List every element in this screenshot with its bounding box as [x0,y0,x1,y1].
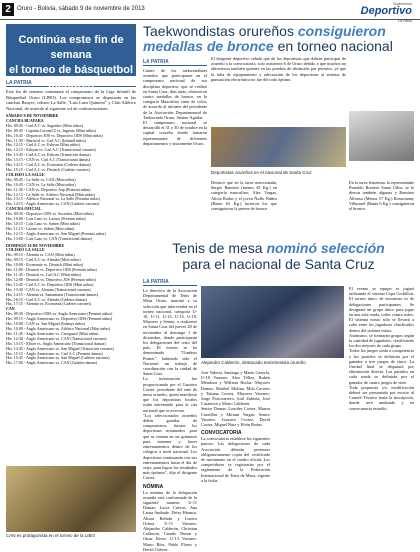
schedule-entry: Hrs. 11:30 - CAN vs. Deportivo Aap (Premini niñas) [6,186,91,192]
schedule-venue: CANCHA OFICIAL [6,206,42,212]
sat-list [6,124,136,173]
schedule-entry: Hrs. 12:15 - La Salle vs. Atlético Nacional (Mini niñas) [6,191,95,197]
schedule-entry: Hrs. 14:15 - Carl A.C vs. Economía (Cadetes damas) [6,162,91,168]
schedule-entry: Hrs. 12:15 - Carl A.C vs. Esbyan (Mini niños) [6,142,80,148]
article-paragraph: Senior Damas: Lourdes Cortez, Marisa Castellón y Miriam Vargas. Senior Varones: Gustavo Cortez, David Cortez, Miguel Ruiz y Efrén Rodas. [201,406,270,428]
schedule-entry: Hrs. 14:15 - Alemán vs. Santamaría (Transicional damas) [6,291,98,297]
headline-text: en torneo nacional [273,38,393,54]
photo-caption: CAN es protagonista en el torneo de la LIBO [6,533,96,538]
schedule-entry: Hrs. 09:15 - Anglo Americano vs. Deportivo ODS (Premini niñas) [6,316,113,322]
schedule-venue: CANCHA BUAYARA [6,117,44,123]
section-subhead: NÓMINA [143,483,164,490]
schedule-entry: Hrs. 12:00 - Deutsch vs. Deportivo JOS (Premini niños) [6,276,96,282]
article-paragraph: Cuatro de los taekwondistas orureños que participaron en el campeonato nacional de esa disciplina deportiva, que se realizó en Santa Cruz, días atrás, obtuvieron cuatro medallas de bronce, en la categoría Masculino cinta de color, de acuerdo al informe del presidente de la Asociación Departamental de Taekwondo Oruro, Steiner Aguilar. [143,68,207,120]
article-paragraph: José Valeria, Santiago y Mario Cazorla, U-18 Varones: Alex Téllez, Rubén Mendoza y William Rocha. Mayores Damas: Maribel Molina, Mila Caceres y Tatiana Correa, Mayores Varones: Jorge Portocarrero, José Zubieta, José Casanova y Mario Calderón. [201,370,270,407]
headline-highlight: medallas de bronce [143,38,274,54]
article-paragraph: Asimismo, se formarán grupos según la cantidad de jugadores, clasificando los dos mejores de cada grupo. [349,332,414,349]
logo-sup: Suplemento [393,2,412,6]
article-paragraph: Destacó que en la tarea mencionada, Sergio Ramírez (menos 45 Kg.) en categoría masculino; Alex Vargas, Alicia Rodas y el joven Ñuflo Núñez (Banta 63 Kg.) lucieron los que consiguieron la presea de bronce. [211,180,277,212]
schedule-entry: Hrs. 12:15 - Esbyan vs. Carl A.C (Transicional varones) [6,147,96,153]
schedule-entry: Hrs. 10:00 - Luis Lazo vs. Lazaro (Premini niñas) [6,216,86,222]
schedule-entry: Hrs. 10:15 - Luis Lazo vs. Saben (Mini niños) [6,220,80,226]
article-paragraph: En la tarea femenina, la representante Ronaldo Romero Santa Ulloa, se le dieron también algunas y Ramírez Alfonso (Menos 57 Kg.) Rossomany Villarruel (Banta 6 Kg.) consiguieron el bronce. [349,180,414,212]
schedule-entry: Hrs. 13:30 - CAN vs. Alemán (Transicional varones) [6,286,91,292]
sun-list [6,253,136,307]
article-paragraph: Todos los juegos serán a competencia y los partidos se definirán por el ganador a tres juegos de cinco. La Unidad final se disputará por eliminación directa. Los partidos en cada ronda se definirán por el ganador de cuatro juegos de siete. [349,348,414,385]
logo-sub: La Patria [397,19,412,23]
coliseo-list [6,178,136,207]
article-paragraph: La información fue proporcionada por el Gustavo Cortez, presidente del ente de mesa orureño, quien manifestó que los deportistas locales están entrenando para la cita nacional que se avecina. [143,376,197,413]
schedule-entry: Hrs. 16:15 - Carl A.C vs. Alemán (Cadetes damas) [6,296,87,302]
schedule-entry: Hrs. 13:15 - Elixer vs. Anglo Americano (Transicional damas) [6,340,106,346]
headline-line-1: Continúa este fin de semana [18,34,124,61]
source-tag: LA PATRIA [6,80,136,87]
article-paragraph: La nómina de la delegación orureña está conformada de la siguiente manera: U-11 Damas: Lucia Cuevas, Ana Laura Andrade, Deisy Huanca, Alison Beltrán y Lucero Ochoa. U-11 Varones: Alejandro Calderón, Christian Calderón, Camilo Duran y Omar Rivas. U-13 Varones: Mario Ríos, Pablo Flores y David Chávez. [143,489,197,552]
headline-highlight: consiguieron [297,23,386,39]
taekwondo-headline [143,24,414,54]
basketball-article [6,24,136,542]
article-paragraph: El campeonato nacional se desarrolló el 31 y 30 de octubre en la capital cruceña donde tomaron representantes de diferentes departamentos y únicamente Oruro. [143,120,207,146]
schedule-entry: Hrs. 14:15 - Anglo Americano vs. CAN (Cadetes varones) [6,201,100,207]
supplement-logo [361,2,412,23]
schedule-entry: Hrs. 13:45 - Carl A.C vs. Esbyan (Transición damas) [6,152,91,158]
schedule-entry: Hrs. 10:00 - Anglo Americano vs. Atlético Nacional (Mini niñas) [6,325,111,331]
article-intro: Este fin de semana continuará el campeonato de la Liga Infantil de Básquetbol Oruro (LIBO). Los compromisos se disputarán en las canchas Bauyre, coliseo La Salle, "Luis Lazo Quintero" y Club Atlético Nacional, de acuerdo al siguiente rol de confrontaciones: [6,89,136,111]
schedule [6,114,136,366]
schedule-entry: Hrs. 09:45 - Capitán Coronel Z vs. Ingenio (Mini niños) [6,127,96,133]
table-tennis-headline [143,240,414,272]
article-paragraph: Toda propuesta y/o modificación deberá ser presentada por escrito al Comité Técnico hasta la inscripción, donde será analizado y en consecuencia resuelto. [349,384,414,411]
source-tag: LA PATRIA [143,279,197,286]
section-subhead: CONVOCATORIA [201,430,242,437]
dateline: Oruro - Bolivia, sábado 9 de noviembre de 2013 [17,6,145,12]
schedule-entry: Hrs. 13:15 - CAN vs. Carl A.C (Transicional damas) [6,157,91,163]
schedule-entry: Hrs. 10:45 - Deportivo JOS vs. Deportivo ODS (Mini niñas) [6,132,103,138]
taekwondo-body [143,56,414,236]
schedule-entry: Hrs. 17:00 - Anglo Americano vs. CAN (Cadetes damas) [6,360,98,366]
schedule-entry: Hrs. 09:30 - Deportivo ODS vs. Anglo Americano (Premini niños) [6,311,113,317]
schedule-entry: Hrs. 10:00 - CAN vs. San Miguel (Infanys niños) [6,321,86,327]
article-paragraph: El evento se equipo es jugará utilizando el sistema Copa Corbillon. El torneo único de encuentro es de delegaciones participantes. Se designará un grupo único para jugar en una sola ronda, todos contra todos. El sistema mixto sólo se llevará a cabo entre los jugadores clasificados dentro del sistema mixto. [349,286,414,333]
schedule-entry: Hrs. 09:15 - Carl A.C vs. Alemán (Mini niños) [6,257,81,263]
schedule-entry: Hrs. 11:45 - Anglo Americano vs. Caseguaol (Mini niñas) [6,330,99,336]
schedule-entry: Hrs. 10:00 - Economía vs. Deutsch (Mini niños) [6,262,84,268]
schedule-entry: Hrs. 09:15 - Alemán vs. CAN (Mini niñas) [6,252,75,258]
schedule-entry: Hrs. 11:45 - Deutsch vs. Carl A.C (Mini niñas) [6,272,81,277]
taekwondo-photo-secondary [211,127,346,167]
schedule-entry: Hrs. 15:45 - Anglo Americano vs. San Miguel (Cadetes varones) [6,355,110,361]
schedule-day-title: DOMINGO 10 DE NOVIEMBRE [6,242,65,248]
schedule-day-title: SÁBADO 9 DE NOVIEMBRE [6,113,59,118]
page-number: 2 [2,3,14,16]
table-tennis-body [143,276,414,552]
article-paragraph: La convocatoria establece los siguientes puntos: Las delegaciones de cada Asociación deberán presentar obligatoriamente copia del certificado de nacimiento en el cuadro oficial. Los competidores se registrarán por el reglamento de la Federación Internacional de Tenis de Mesa, vigente a la fecha. [201,436,270,483]
sports-articles [143,23,414,552]
schedule-entry: Hrs. 09:45 - Carl A.C vs. Sagrados (Mini niños) [6,122,83,128]
schedule-entry: Hrs. 09:30 - Deportivo ODS vs. Sacrados (Mini niños) [6,211,94,217]
article-paragraph: El dirigente deportivo señaló que de los deportistas que debían participar de acuerdo a la convocatoria, solo asistieron 6 de Oruro debido a que muchos no obtuvieron también quienes en las pruebas de distinción por permiso, ya que la falta de equipamiento y adecuación de los deportistas al sistema de puntuación electrónica no fue del todo óptimo. [211,56,346,82]
photo-caption: Alejandro Calderón, destacado tenismesista orureño [201,360,306,365]
headline-highlight: nominó selección [266,240,385,256]
headline-line-2: el torneo de básquetbol menores [8,64,134,91]
schedule-entry: Hrs. 17:15 - Alemán vs. Economía (Cadetes varones) [6,301,92,307]
headline-text: para el nacional de Santa Cruz [182,256,375,272]
page-header [0,0,420,23]
schedule-venue: COLISEO LA SALLE [6,247,45,253]
schedule-entry: Hrs. 12:30 - Anglo Americano vs. CAN (Transicional varones) [6,335,107,341]
table-tennis-photo [201,286,344,358]
schedule-venue: COLISEO LA SALLE [6,171,45,177]
basketball-photo [6,466,136,532]
central-list [6,212,136,241]
schedule-entry: Hrs. 10:45 - CAN vs. La Salle (Mini niños) [6,181,76,187]
schedule-entry: Hrs. 13:00 - Luis Lazo vs. CAN (Transicional damas) [6,235,93,241]
can-list [6,312,136,366]
taekwondo-photo [349,111,414,161]
article-paragraph: "Los seleccionados orureños deben guardar de compromisos; fuimos los deportistas nominados para que se reúnan en un gimnasio para entrenar y hacer entrenamientos dentro de los colegios a nivel nacional. Los deportistas continuarán con sus entrenamientos hasta el día de viaje, para lograr los resultados más óptimos", dijo el dirigente Cortez. [143,412,197,481]
schedule-entry: Hrs. 15:15 - Carl A.C vs. Deutsch (Cadetes varones) [6,166,90,172]
schedule-entry: Hrs. 12:45 - Carl A.C vs. Deportivo ODS (Mini niños) [6,281,94,287]
schedule-entry: Hrs. 09:45 - La Salle vs. CAN (Mini niños) [6,176,76,182]
schedule-entry: Hrs. 14:45 - Anglo Americano vs. San Miguel (Transición varones) [6,345,114,351]
schedule-entry: Hrs. 11:00 - Deutsch vs. Deportivo ODS (Premini niñas) [6,267,97,273]
schedule-entry: Hrs. 13:15 - Atlético Nacional vs. La Salle (Premini niñas) [6,196,100,202]
logo-main: Deportivo [360,5,412,17]
schedule-entry: Hrs. 11:15 - Lazaro vs. Saben (Mini niñas) [6,225,75,231]
schedule-entry: Hrs. 12:15 - Anglo Americano vs. San Miguel (Premini niños) [6,230,106,236]
schedule-entry: Hrs. 11:30 - Mariscal vs. Carl A.C (Infantil niños) [6,137,86,143]
article-paragraph: La directiva de la Asociación Departamental de Tenis de Mesa Oruro, nominó a su selección que intervendrá en el torneo nacional, categoría U-10, U-11, U-13, U-15, U-18, Mayores y Senior, a realizarse en Santa Cruz del jueves 28 de noviembre al domingo 1 de diciembre, donde participarán los delegaciones del resto del país. El evento se ha denominado "Gimbsrs Primer", habiendo sido el Nacional un trabajo de coordinación con la ciudad de Santa Cruz. [143,288,197,377]
schedule-entry: Hrs. 15:15 - Anglo Americano vs. Carl A.C (Premini damas) [6,350,103,356]
source-tag: LA PATRIA [143,59,207,66]
headline-text: Taekwondistas orureños [143,23,298,39]
schedule-venue: CAN [6,306,15,312]
photo-caption: Deportistas orureños en el nacional de Santa Cruz [211,170,312,175]
headline-text: Tenis de mesa [172,240,267,256]
